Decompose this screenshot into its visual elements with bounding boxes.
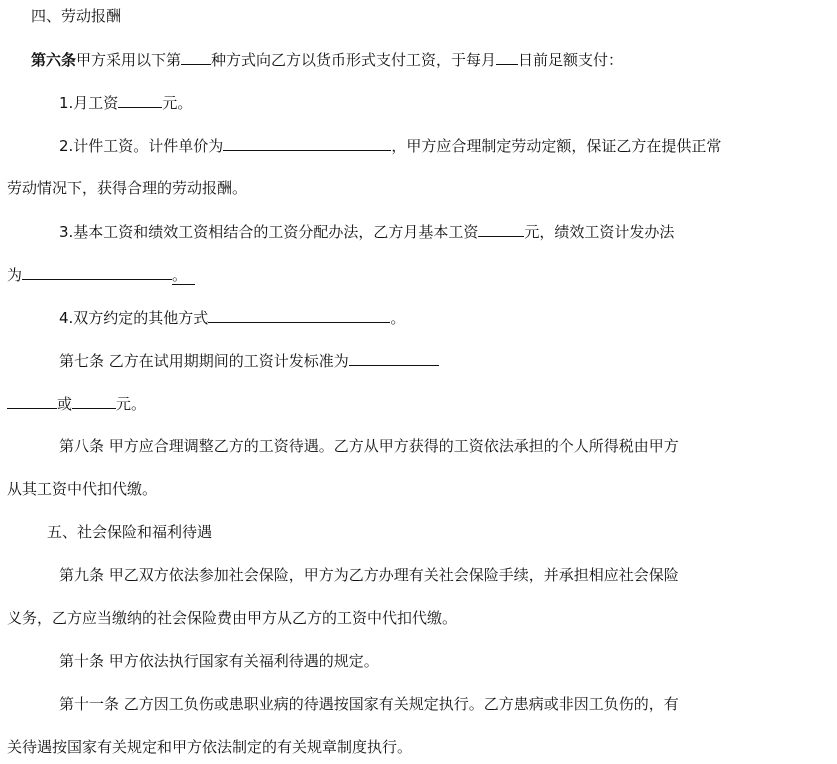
article-11-text-b: 关待遇按国家有关规定和甲方依法制定的有关规章制度执行。 — [7, 738, 413, 756]
blank-base-wage — [478, 221, 524, 237]
blank-probation-a — [7, 393, 57, 409]
option-4 — [0, 307, 837, 327]
article-6-text-b: 种方式向乙方以货币形式支付工资，于每月 — [211, 51, 497, 69]
blank-probation-standard — [349, 350, 439, 366]
option-3 — [0, 221, 837, 241]
article-7-text: 第七条 乙方在试用期期间的工资计发标准为 — [59, 352, 349, 370]
article-9-text: 第九条 甲乙双方依法参加社会保险，甲方为乙方办理有关社会保险手续，并承担相应社会保险 — [59, 566, 679, 584]
section-heading-text: 五、社会保险和福利待遇 — [47, 523, 213, 541]
option-3-period: 。 — [172, 266, 195, 285]
article-7-unit: 元。 — [116, 395, 147, 413]
blank-piece-rate — [223, 135, 391, 151]
blank-other-method — [208, 307, 390, 323]
article-10 — [0, 651, 837, 671]
blank-monthly-wage — [118, 92, 162, 108]
article-6-text: 甲方采用以下第 — [76, 51, 182, 69]
article-9-text-b: 义务，乙方应当缴纳的社会保险费由甲方从乙方的工资中代扣代缴。 — [7, 609, 458, 627]
article-7-or: 或 — [57, 395, 73, 413]
option-3-text-b: 元，绩效工资计发办法 — [524, 223, 675, 241]
article-8-text-b: 从其工资中代扣代缴。 — [7, 480, 158, 498]
blank-pay-day — [496, 49, 518, 65]
article-6-label: 第六条 — [31, 51, 77, 69]
article-7 — [0, 350, 837, 370]
option-4-period: 。 — [390, 309, 406, 327]
article-6-text-c: 日前足额支付： — [518, 51, 624, 69]
article-7-cont — [0, 393, 837, 413]
option-3-cont — [0, 264, 837, 284]
option-1 — [0, 92, 837, 112]
article-8-text: 第八条 甲方应合理调整乙方的工资待遇。乙方从甲方获得的工资依法承担的个人所得税由甲方 — [59, 437, 679, 455]
option-2-text-b: ，甲方应合理制定劳动定额，保证乙方在提供正常 — [391, 137, 722, 155]
option-3-text: 3.基本工资和绩效工资相结合的工资分配办法，乙方月基本工资 — [59, 223, 479, 241]
article-10-text: 第十条 甲方依法执行国家有关福利待遇的规定。 — [59, 652, 379, 670]
article-6 — [0, 49, 837, 69]
article-9 — [0, 565, 837, 585]
option-3-text-c: 为 — [7, 266, 23, 284]
article-8 — [0, 436, 837, 456]
option-2-text-c: 劳动情况下，获得合理的劳动报酬。 — [7, 179, 248, 197]
section-heading-5 — [0, 522, 837, 542]
article-9-cont — [0, 608, 837, 628]
article-11 — [0, 694, 837, 714]
option-1-text: 1.月工资 — [59, 94, 119, 112]
article-8-cont — [0, 479, 837, 499]
blank-method-number — [181, 49, 211, 65]
option-4-text: 4.双方约定的其他方式 — [59, 309, 209, 327]
option-2-cont — [0, 178, 837, 198]
blank-performance-method — [22, 264, 172, 280]
section-heading-4 — [0, 6, 837, 26]
option-2-text: 2.计件工资。计件单价为 — [59, 137, 224, 155]
option-1-unit: 元。 — [162, 94, 193, 112]
section-heading-text: 四、劳动报酬 — [31, 7, 122, 25]
blank-probation-b — [72, 393, 116, 409]
article-11-text: 第十一条 乙方因工负伤或患职业病的待遇按国家有关规定执行。乙方患病或非因工负伤的，有 — [59, 695, 679, 713]
article-11-cont — [0, 737, 837, 757]
option-2 — [0, 135, 837, 155]
